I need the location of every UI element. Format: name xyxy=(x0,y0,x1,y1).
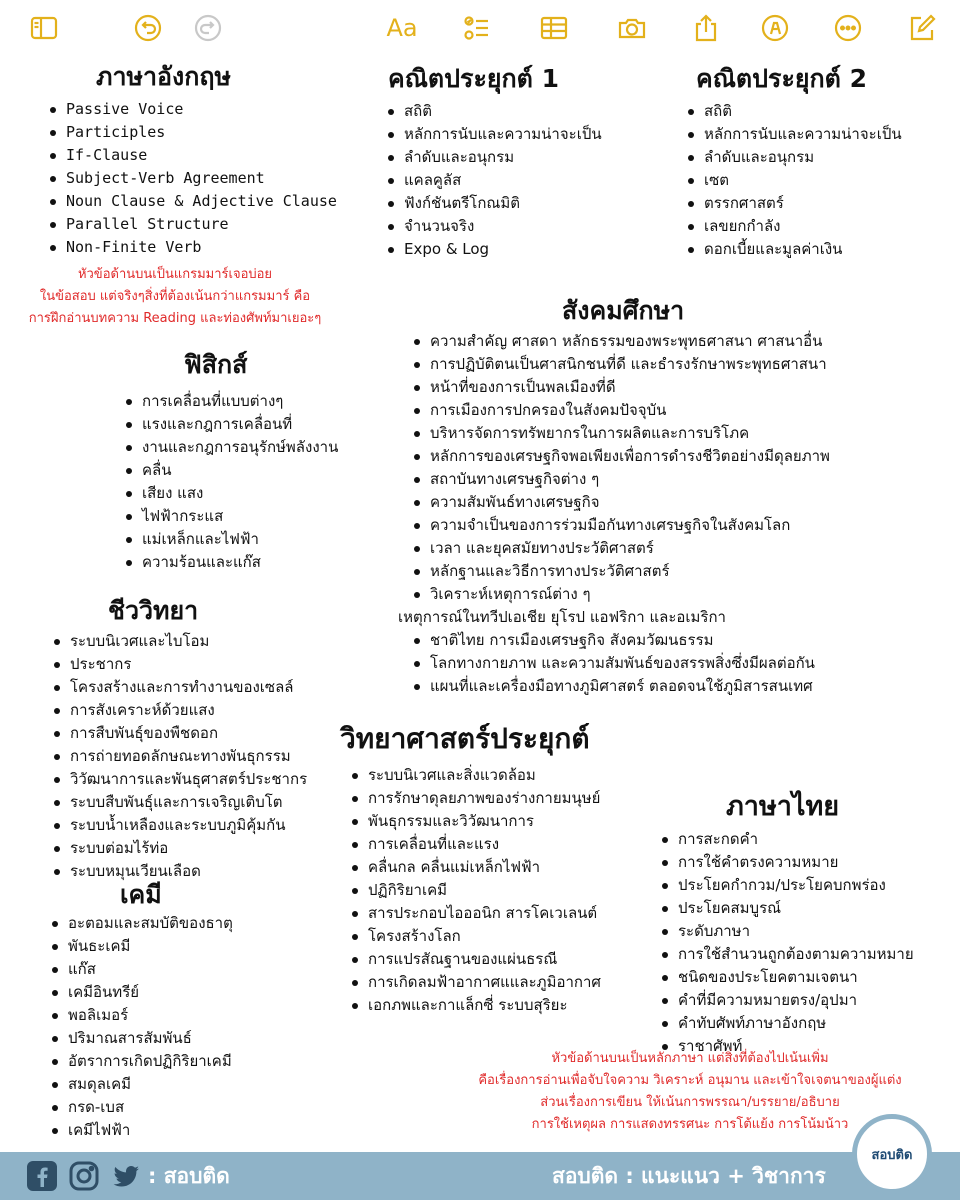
format-text-icon[interactable]: Aa xyxy=(386,14,418,42)
list-item: ไฟฟ้ากระแส xyxy=(122,505,338,528)
list-item: อะตอมและสมบัติของธาตุ xyxy=(48,912,233,935)
section-applied-math-1 xyxy=(384,64,602,261)
note-line: ในข้อสอบ แต่จริงๆสิ่งที่ต้องเน้นกว่าแกรมมาร์ คือ xyxy=(39,289,311,304)
list-item: ปริมาณสารสัมพันธ์ xyxy=(48,1027,233,1050)
list-item: แรงและกฎการเคลื่อนที่ xyxy=(122,413,338,436)
list-item: การสืบพันธุ์ของพืชดอก xyxy=(50,722,307,745)
list-item: Noun Clause & Adjective Clause xyxy=(46,190,337,213)
plain-line: เหตุการณ์ในทวีปเอเชีย ยุโรป แอฟริกา และอเมริกา xyxy=(398,608,726,626)
list-item: เอกภพและกาแล็กซี่ ระบบสุริยะ xyxy=(348,994,601,1017)
social-topic-list-2 xyxy=(410,629,830,698)
table-icon[interactable] xyxy=(536,10,572,46)
list-item: Expo & Log xyxy=(384,238,602,261)
list-item: สถิติ xyxy=(384,100,602,123)
list-item: Passive Voice xyxy=(46,98,337,121)
list-item: การสังเคราะห์ด้วยแสง xyxy=(50,699,307,722)
section-english xyxy=(46,62,337,259)
physics-topic-list xyxy=(122,390,338,574)
twitter-icon[interactable] xyxy=(110,1160,142,1192)
note-line: การฝึกอ่านบทความ Reading และท่องศัพท์มาเยอะๆ xyxy=(28,311,322,326)
list-item: การรักษาดุลยภาพของร่างกายมนุษย์ xyxy=(348,787,601,810)
list-item: สารประกอบไอออนิก สารโคเวเลนต์ xyxy=(348,902,601,925)
list-item: คำที่มีความหมายตรง/อุปมา xyxy=(658,989,914,1012)
section-title: วิทยาศาสตร์ประยุกต์ xyxy=(340,722,590,755)
list-item: ประโยคสมบูรณ์ xyxy=(658,897,914,920)
list-item: Non-Finite Verb xyxy=(46,236,337,259)
more-icon[interactable] xyxy=(830,10,866,46)
footer-bar xyxy=(0,1152,960,1200)
checklist-icon[interactable] xyxy=(458,10,494,46)
section-biology xyxy=(50,596,307,883)
list-item: หน้าที่ของการเป็นพลเมืองที่ดี xyxy=(410,376,830,399)
list-item: การถ่ายทอดลักษณะทางพันธุกรรม xyxy=(50,745,307,768)
list-item: อัตราการเกิดปฏิกิริยาเคมี xyxy=(48,1050,233,1073)
list-item: เสียง แสง xyxy=(122,482,338,505)
section-thai xyxy=(658,792,914,1058)
list-item: งานและกฎการอนุรักษ์พลังงาน xyxy=(122,436,338,459)
instagram-icon[interactable] xyxy=(68,1160,100,1192)
note-line: หัวข้อด้านบนเป็นแกรมมาร์เจอบ่อย xyxy=(77,267,273,282)
list-item: วิวัฒนาการและพันธุศาสตร์ประชากร xyxy=(50,768,307,791)
applied-science-topic-list xyxy=(348,764,601,1017)
list-item: หลักการนับและความน่าจะเป็น xyxy=(684,123,902,146)
list-item: สมดุลเคมี xyxy=(48,1073,233,1096)
list-item: ความสำคัญ ศาสดา หลักธรรมของพระพุทธศาสนา ศาสนาอื่น xyxy=(410,330,830,353)
list-item: การเกิดลมฟ้าอากาศแและภูมิอากาศ xyxy=(348,971,601,994)
list-item: ปฏิกิริยาเคมี xyxy=(348,879,601,902)
list-item: แม่เหล็กและไฟฟ้า xyxy=(122,528,338,551)
list-item: โลกทางกายภาพ และความสัมพันธ์ของสรรพสิ่งซึ่งมีผลต่อกัน xyxy=(410,652,830,675)
camera-icon[interactable] xyxy=(614,10,650,46)
section-title: คณิตประยุกต์ 1 xyxy=(388,64,559,93)
list-item: วิเคราะห์เหตุการณ์ต่าง ๆ xyxy=(410,583,830,606)
list-item: การสะกดคำ xyxy=(658,828,914,851)
list-item: ประชากร xyxy=(50,653,307,676)
facebook-icon[interactable] xyxy=(26,1160,58,1192)
list-item: Parallel Structure xyxy=(46,213,337,236)
section-applied-math-2 xyxy=(684,64,902,261)
social-topic-list xyxy=(410,330,830,606)
list-item: หลักการของเศรษฐกิจพอเพียงเพื่อการดำรงชีวิตอย่างมีดุลยภาพ xyxy=(410,445,830,468)
list-item: เลขยกกำลัง xyxy=(684,215,902,238)
list-item: โครงสร้างและการทำงานของเซลล์ xyxy=(50,676,307,699)
list-item: จำนวนจริง xyxy=(384,215,602,238)
list-item: คลื่น xyxy=(122,459,338,482)
list-item: ระบบน้ำเหลืองและระบบภูมิคุ้มกัน xyxy=(50,814,307,837)
list-item: การเคลื่อนที่และแรง xyxy=(348,833,601,856)
list-item: ระดับภาษา xyxy=(658,920,914,943)
list-item: ราชาศัพท์ xyxy=(658,1035,914,1058)
list-item: การใช้คำตรงความหมาย xyxy=(658,851,914,874)
list-item: ระบบสืบพันธุ์และการเจริญเติบโต xyxy=(50,791,307,814)
section-title: สังคมศึกษา xyxy=(562,296,685,325)
share-icon[interactable] xyxy=(688,10,724,46)
english-topic-list xyxy=(46,98,337,259)
math1-topic-list xyxy=(384,100,602,261)
list-item: ตรรกศาสตร์ xyxy=(684,192,902,215)
list-item: ชนิดของประโยคตามเจตนา xyxy=(658,966,914,989)
compose-icon[interactable] xyxy=(904,10,940,46)
list-item: พันธุกรรมและวิวัฒนาการ xyxy=(348,810,601,833)
list-item: การใช้สำนวนถูกต้องตามความหมาย xyxy=(658,943,914,966)
list-item: พันธะเคมี xyxy=(48,935,233,958)
section-title: ฟิสิกส์ xyxy=(184,350,248,379)
list-item: ระบบนิเวศและไบโอม xyxy=(50,630,307,653)
section-applied-science xyxy=(336,724,601,1017)
list-item: แคลคูลัส xyxy=(384,169,602,192)
math2-topic-list xyxy=(684,100,902,261)
english-note xyxy=(10,264,340,330)
section-title: คณิตประยุกต์ 2 xyxy=(696,64,867,93)
section-title: เคมี xyxy=(120,880,162,909)
list-item: บริหารจัดการทรัพยากรในการผลิตและการบริโภค xyxy=(410,422,830,445)
list-item: ดอกเบี้ยและมูลค่าเงิน xyxy=(684,238,902,261)
list-item: การแปรสัณฐานของแผ่นธรณี xyxy=(348,948,601,971)
list-item: ระบบนิเวศและสิ่งแวดล้อม xyxy=(348,764,601,787)
markup-pen-icon[interactable] xyxy=(757,10,793,46)
list-item: การปฏิบัติตนเป็นศาสนิกชนที่ดี และธำรงรักษาพระพุทธศาสนา xyxy=(410,353,830,376)
note-line: หัวข้อด้านบนเป็นหลักภาษา แต่สิ่งที่ต้องไปเน้นเพิ่ม xyxy=(551,1051,829,1066)
section-title: ภาษาไทย xyxy=(726,791,840,822)
list-item: Subject-Verb Agreement xyxy=(46,167,337,190)
section-title: ภาษาอังกฤษ xyxy=(96,62,232,91)
list-item: พอลิเมอร์ xyxy=(48,1004,233,1027)
list-item: แผนที่และเครื่องมือทางภูมิศาสตร์ ตลอดจนใช้ภูมิสารสนเทศ xyxy=(410,675,830,698)
section-chemistry xyxy=(48,880,233,1142)
list-item: เวลา และยุคสมัยทางประวัติศาสตร์ xyxy=(410,537,830,560)
list-item: ความสัมพันธ์ทางเศรษฐกิจ xyxy=(410,491,830,514)
chemistry-topic-list xyxy=(48,912,233,1142)
logo-text: สอบติด xyxy=(871,1147,913,1163)
section-physics xyxy=(122,350,338,574)
list-item: ระบบหมุนเวียนเลือด xyxy=(50,860,307,883)
list-item: สถิติ xyxy=(684,100,902,123)
list-item: ระบบต่อมไร้ท่อ xyxy=(50,837,307,860)
footer-brand-text: : สอบติด xyxy=(148,1164,230,1188)
list-item: หลักฐานและวิธีการทางประวัติศาสตร์ xyxy=(410,560,830,583)
list-item: ประโยคกำกวม/ประโยคบกพร่อง xyxy=(658,874,914,897)
biology-topic-list xyxy=(50,630,307,883)
note-line: การใช้เหตุผล การแสดงทรรศนะ การโต้แย้ง การโน้มน้าว xyxy=(531,1117,849,1132)
redo-icon[interactable] xyxy=(190,10,226,46)
list-item: หลักการนับและความน่าจะเป็น xyxy=(384,123,602,146)
list-item: กรด-เบส xyxy=(48,1096,233,1119)
list-item: ลำดับและอนุกรม xyxy=(384,146,602,169)
list-item: เคมีอินทรีย์ xyxy=(48,981,233,1004)
note-line: คือเรื่องการอ่านเพื่อจับใจความ วิเคราะห์ อนุมาน และเข้าใจเจตนาของผู้แต่ง xyxy=(478,1073,902,1088)
note-line: ส่วนเรื่องการเขียน ให้เน้นการพรรณา/บรรยาย/อธิบาย xyxy=(540,1095,840,1110)
list-item: Participles xyxy=(46,121,337,144)
list-item: แก๊ส xyxy=(48,958,233,981)
list-item: ลำดับและอนุกรม xyxy=(684,146,902,169)
list-item: คำทับศัพท์ภาษาอังกฤษ xyxy=(658,1012,914,1035)
list-item: โครงสร้างโลก xyxy=(348,925,601,948)
list-item: การเคลื่อนที่แบบต่างๆ xyxy=(122,390,338,413)
list-item: ความร้อนและแก๊ส xyxy=(122,551,338,574)
thai-topic-list xyxy=(658,828,914,1058)
notes-toolbar xyxy=(0,0,960,56)
sidebar-icon[interactable] xyxy=(26,10,62,46)
list-item: เซต xyxy=(684,169,902,192)
section-title: ชีววิทยา xyxy=(108,596,199,625)
list-item: ชาติไทย การเมืองเศรษฐกิจ สังคมวัฒนธรรม xyxy=(410,629,830,652)
list-item: การเมืองการปกครองในสังคมปัจจุบัน xyxy=(410,399,830,422)
list-item: ฟังก์ชันตรีโกณมิติ xyxy=(384,192,602,215)
list-item: เคมีไฟฟ้า xyxy=(48,1119,233,1142)
list-item: คลื่นกล คลื่นแม่เหล็กไฟฟ้า xyxy=(348,856,601,879)
list-item: If-Clause xyxy=(46,144,337,167)
undo-icon[interactable] xyxy=(130,10,166,46)
footer-tagline: สอบติด : แนะแนว + วิชาการ xyxy=(552,1164,826,1188)
list-item: ความจำเป็นของการร่วมมือกันทางเศรษฐกิจในสังคมโลก xyxy=(410,514,830,537)
section-social-studies xyxy=(398,296,830,698)
list-item: สถาบันทางเศรษฐกิจต่าง ๆ xyxy=(410,468,830,491)
brand-logo xyxy=(852,1114,932,1194)
